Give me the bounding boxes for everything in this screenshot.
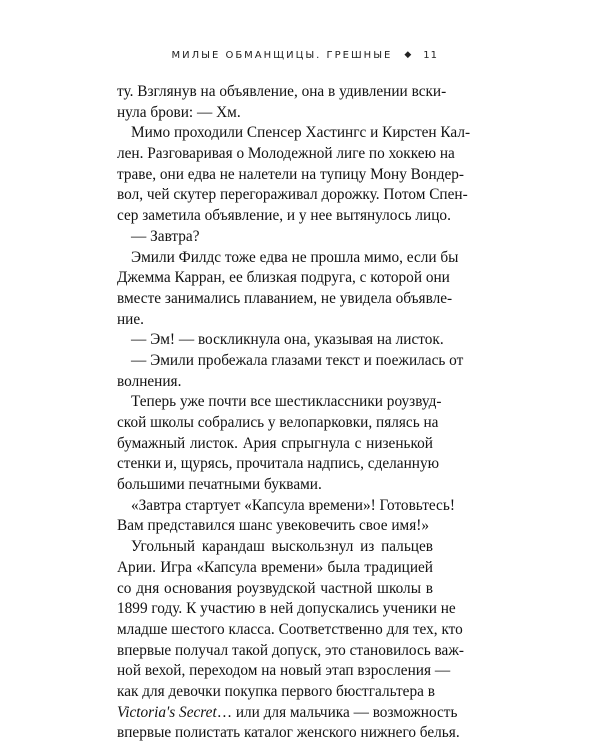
text-line: младше шестого класса. Соответственно для тех, кто (117, 620, 463, 638)
text-line: Мимо проходили Спенсер Хастингс и Кирстен Кал- (131, 124, 471, 142)
text-line: Джемма Карран, ее близкая подруга, с которой они (117, 269, 450, 287)
text-line: Арии. Игра «Капсула времени» была традицией (117, 558, 433, 576)
text-line: вол, чей скутер перегораживал дорожку. Потом Спен- (117, 186, 468, 204)
text-line: ту. Взглянув на объявление, она в удивлении вски- (117, 83, 447, 100)
text-line: со дня основания роузвудской частной школы в (117, 579, 433, 597)
text-line: 1899 году. К участию в ней допускались ученики не (117, 600, 456, 618)
text-line: впервые получал такой допуск, это становилось важ- (117, 641, 465, 659)
text-line: сер заметила объявление, и у нее вытянулось лицо. (117, 207, 451, 225)
text-line: ной вехой, переходом на новый этап взросления — (117, 662, 451, 680)
text-line: ние. (117, 310, 144, 328)
text-line: вместе занимались плаванием, не увидела объявле- (117, 289, 453, 307)
text-line: — Эм! — воскликнула она, указывая на листок. (131, 331, 444, 349)
text-line: Угольный карандаш выскользнул из пальцев (131, 538, 433, 556)
text-line: — Эмили пробежала глазами текст и поежилась от (131, 351, 464, 369)
text-line: «Завтра стартует «Капсула времени»! Готовьтесь! (131, 496, 455, 514)
text-line: ской школы собрались у велопарковки, пялясь на (117, 414, 439, 431)
separator-diamond-icon: ◆ (404, 50, 414, 60)
text-line: Теперь уже почти все шестиклассники роузвуд- (131, 393, 442, 411)
text-line: Эмили Филдс тоже едва не прошла мимо, если бы (131, 248, 459, 266)
page-number: 11 (423, 50, 438, 61)
running-header (172, 50, 439, 61)
text-line: траве, они едва не налетели на тупицу Мону Вондер- (117, 165, 465, 183)
text-line: впервые полистать каталог женского нижнего белья. (117, 724, 460, 742)
italic-brand-name: Victoria's Secret (117, 703, 217, 721)
text-line: — Завтра? (131, 227, 200, 245)
text-line: волнения. (117, 372, 182, 390)
text-line: стенки и, щурясь, прочитала надпись, сделанную (117, 455, 440, 473)
text-line: нула брови: — Хм. (117, 103, 241, 121)
text-line: как для девочки покупка первого бюстгальтера в (117, 682, 435, 700)
text-line (117, 703, 458, 724)
text-line: Вам представился шанс увековечить свое имя!» (117, 517, 429, 535)
body-text (117, 82, 471, 744)
text-line: лен. Разговаривая о Молодежной лиге по хоккею на (117, 145, 455, 163)
text-line: большими печатными буквами. (117, 476, 322, 494)
text-line: бумажный листок. Ария спрыгнула с низенькой (117, 434, 433, 452)
running-title: МИЛЫЕ ОБМАНЩИЦЫ. ГРЕШНЫЕ (171, 50, 393, 61)
text-line-content: … или для мальчика — возможность (216, 703, 458, 721)
